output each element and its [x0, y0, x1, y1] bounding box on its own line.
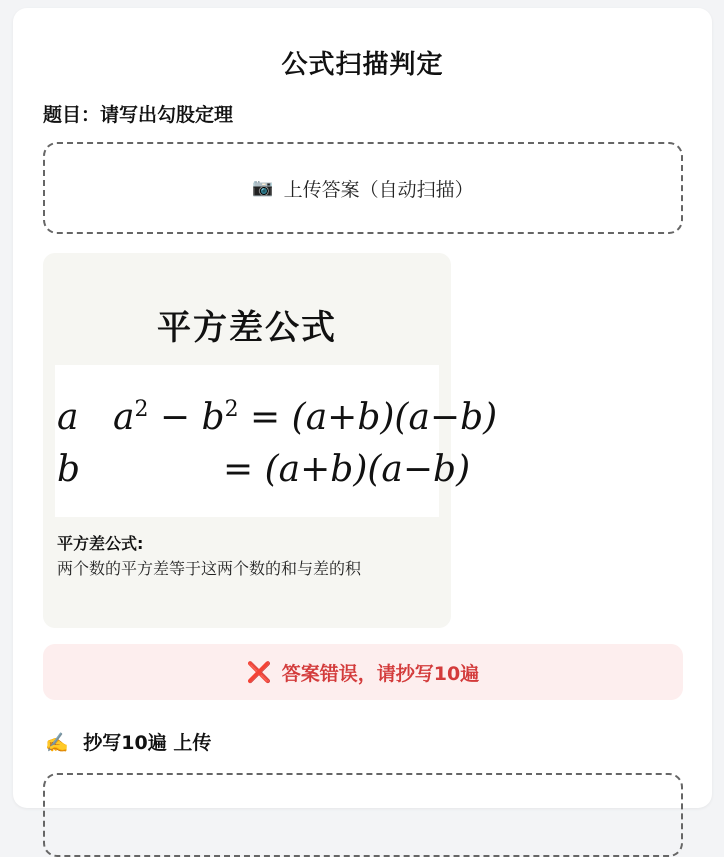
formula-box: [55, 365, 498, 517]
question-text: 题目：请写出勾股定理: [43, 104, 234, 126]
upload-answer-button[interactable]: [43, 142, 683, 234]
writing-hand-icon: ✍️: [45, 732, 69, 754]
main-card: [13, 8, 712, 808]
formula-var-b: b: [57, 449, 81, 490]
copy-label: 抄写10遍 上传: [83, 732, 212, 754]
caption-title: 平方差公式:: [57, 534, 144, 553]
result-alert: [43, 644, 683, 700]
caption-text: 两个数的平方差等于这两个数的和与差的积: [57, 559, 362, 578]
result-message: 答案错误，请抄写10遍: [281, 662, 480, 685]
scanned-image-preview: [43, 253, 498, 628]
formula-var-a: a: [57, 397, 79, 438]
copy-section-title: [45, 728, 211, 755]
formula-line-1: $a^2 - b^2 = (a+b)(a-b)$: [113, 397, 498, 438]
upload-copies-button[interactable]: [43, 773, 683, 857]
cross-icon: ❌: [246, 660, 272, 684]
preview-heading: 平方差公式: [157, 308, 337, 348]
page-title: 公式扫描判定: [281, 50, 444, 80]
camera-icon: 📷: [252, 178, 274, 198]
formula-line-2: = (a+b)(a−b): [223, 449, 471, 490]
upload-label: 上传答案（自动扫描）: [283, 178, 474, 201]
